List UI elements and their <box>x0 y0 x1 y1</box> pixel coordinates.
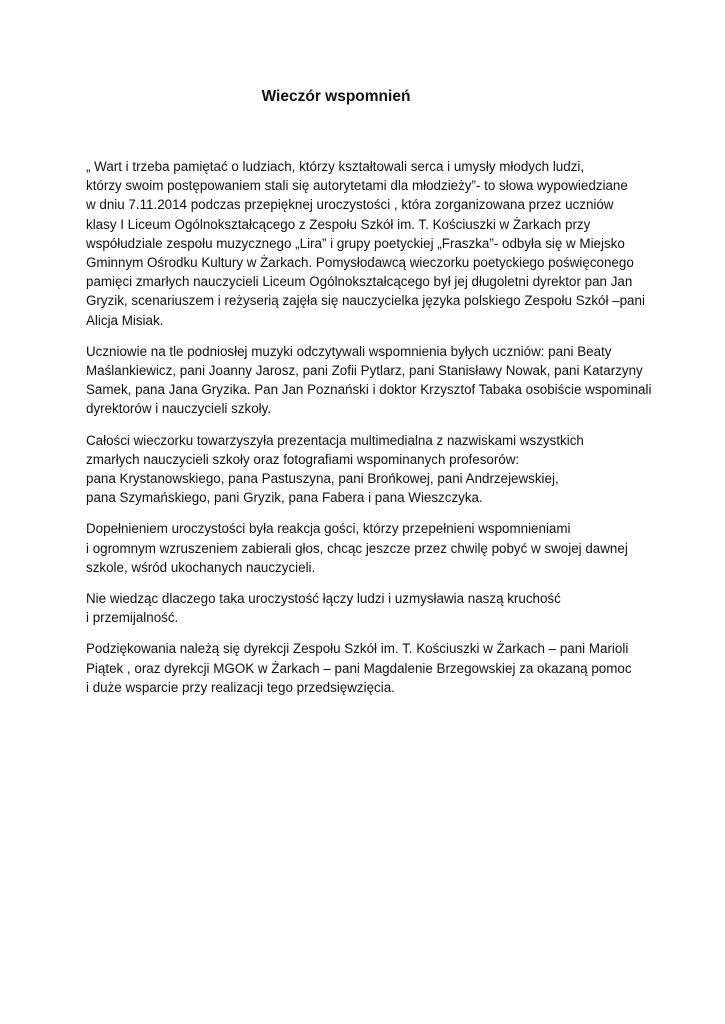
paragraph-thanks <box>86 639 646 697</box>
text-line: pana Szymańskiego, pani Gryzik, pana Fabera i pana Wieszczyka. <box>86 490 483 506</box>
text-line: zmarłych nauczycieli szkoły oraz fotografiami wspominanych profesorów: <box>86 451 520 467</box>
text-line: szkole, wśród ukochanych nauczycieli. <box>86 559 316 575</box>
text-line: którzy swoim postępowaniem stali się autorytetami dla młodzieży”- to słowa wypowiedziane <box>86 178 628 194</box>
paragraph-guests <box>86 519 646 577</box>
text-line: pana Krystanowskiego, pana Pastuszyna, pani Brońkowej, pani Andrzejewskiej, <box>86 471 559 487</box>
text-line: Nie wiedząc dlaczego taka uroczystość łączy ludzi i uzmysławia naszą kruchość <box>86 591 561 607</box>
text-line: i ogromnym wzruszeniem zabierali głos, chcąc jeszcze przez chwilę pobyć w swojej dawnej <box>86 540 628 556</box>
text-line: klasy I Liceum Ogólnokształcącego z Zespołu Szkół im. T. Kościuszki w Żarkach przy <box>86 216 591 232</box>
text-line: Całości wieczorku towarzyszyła prezentacja multimedialna z nazwiskami wszystkich <box>86 432 584 448</box>
text-line: pamięci zmarłych nauczycieli Liceum Ogólnokształcącego był jej długoletni dyrektor pan Jan <box>86 274 633 290</box>
text-line: Piątek , oraz dyrekcji MGOK w Żarkach – pani Magdalenie Brzegowskiej za okazaną pomoc <box>86 660 632 676</box>
text-line: Gminnym Ośrodku Kultury w Żarkach. Pomysłodawcą wieczorku poetyckiego poświęconego <box>86 255 634 271</box>
text-line: i duże wsparcie przy realizacji tego przedsięwzięcia. <box>86 679 395 695</box>
document-body <box>86 157 652 709</box>
text-line: Dopełnieniem uroczystości była reakcja gości, którzy przepełnieni wspomnieniami <box>86 521 571 537</box>
text-line: dyrektorów i nauczycieli szkoły. <box>86 401 272 417</box>
paragraph-reflection <box>86 589 646 627</box>
text-line: Uczniowie na tle podniosłej muzyki odczytywali wspomnienia byłych uczniów: pani Beaty <box>86 343 612 359</box>
text-line: Gryzik, scenariuszem i reżyserią zajęła się nauczycielka języka polskiego Zespołu Szkół –pani <box>86 293 645 309</box>
text-line: Alicja Misiak. <box>86 312 164 328</box>
document-title: Wieczór wspomnień <box>261 88 411 105</box>
text-line: w dniu 7.11.2014 podczas przepięknej uroczystości , która zorganizowana przez uczniów <box>86 197 614 213</box>
text-line: i przemijalność. <box>86 610 179 626</box>
text-line: „ Wart i trzeba pamiętać o ludziach, którzy kształtowali serca i umysły młodych ludzi, <box>86 159 585 174</box>
text-line: współudziale zespołu muzycznego „Lira” i grupy poetyckiej „Fraszka”- odbyła się w Miejsko <box>86 235 625 251</box>
text-line: Samek, pana Jana Gryzika. Pan Jan Poznański i doktor Krzysztof Tabaka osobiście wspominali <box>86 382 652 398</box>
paragraph-intro <box>86 157 646 330</box>
text-line: Maślankiewicz, pani Joanny Jarosz, pani Zofii Pytlarz, pani Stanisławy Nowak, pani Katarzyny <box>86 363 643 379</box>
paragraph-presentation <box>86 431 646 508</box>
text-line: Podziękowania należą się dyrekcji Zespołu Szkół im. T. Kościuszki w Żarkach – pani Marioli <box>86 641 629 657</box>
paragraph-students <box>86 342 652 419</box>
